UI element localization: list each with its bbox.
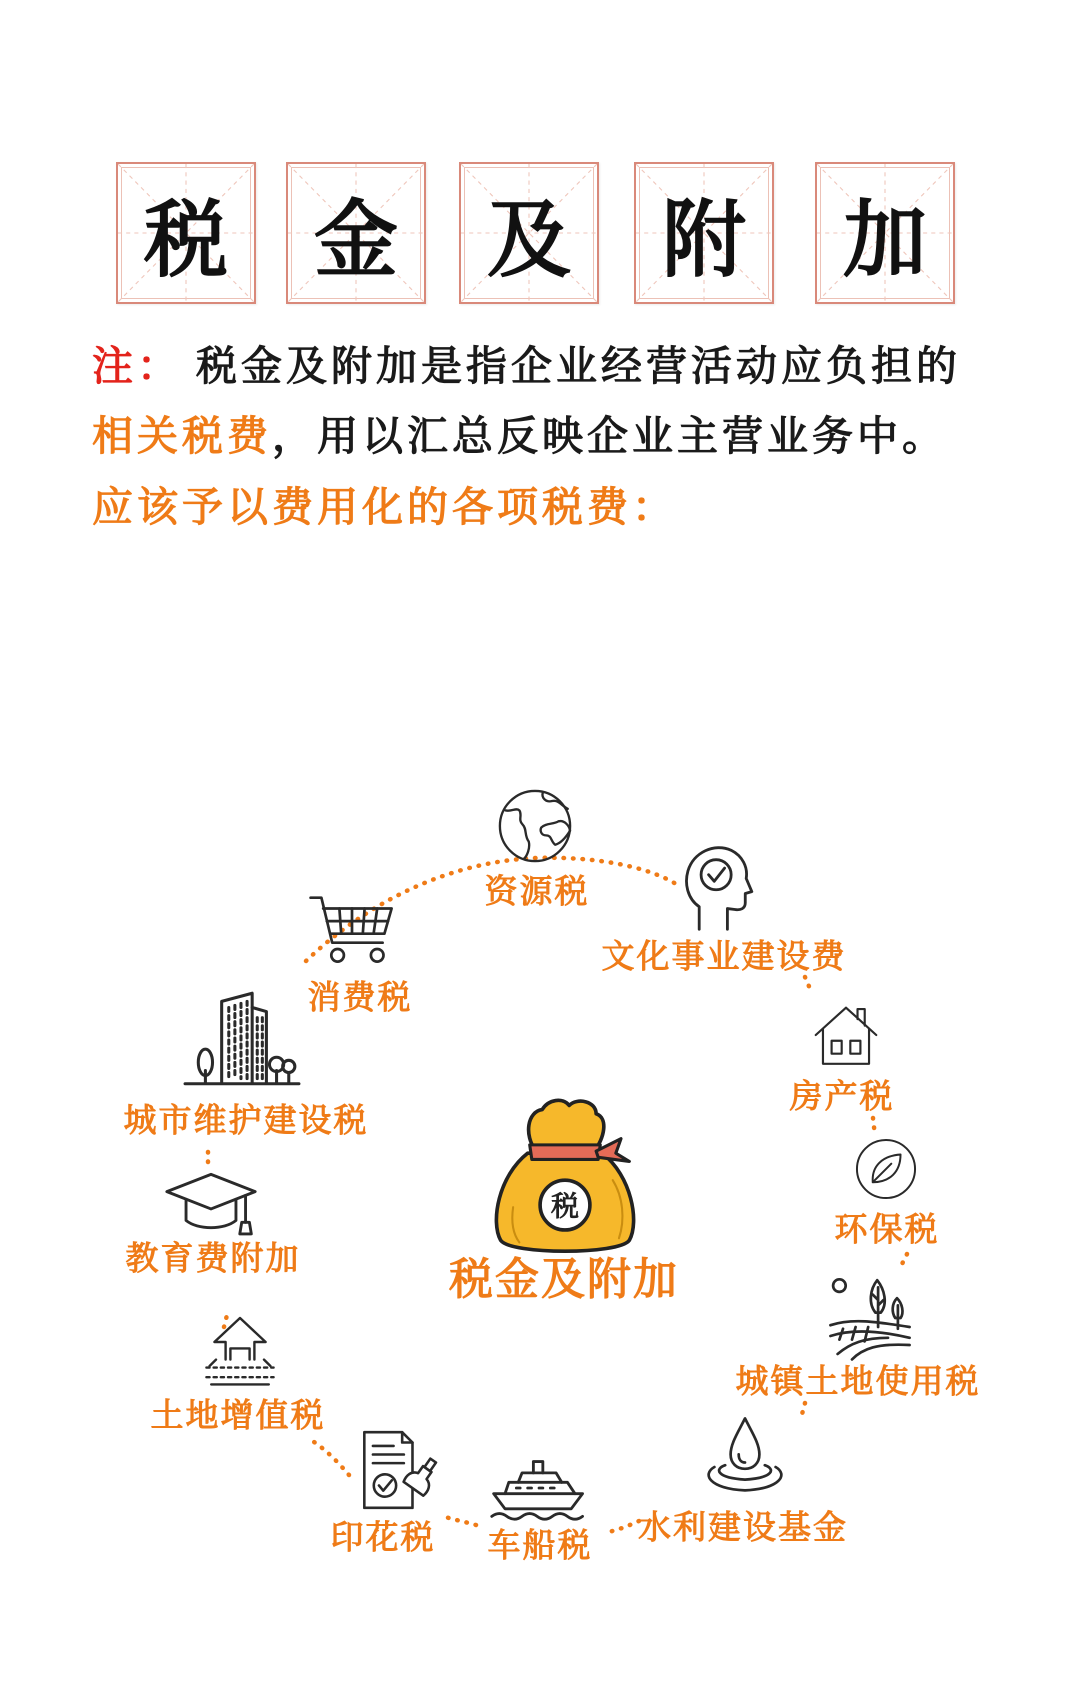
head-check-icon xyxy=(680,839,756,933)
tax-item-label: 资源税 xyxy=(484,871,590,911)
tax-item-label: 房产税 xyxy=(789,1076,895,1116)
graduation-cap-icon xyxy=(163,1169,259,1246)
globe-icon xyxy=(496,787,574,865)
tax-item-label: 文化事业建设费 xyxy=(601,936,847,976)
money-bag-icon xyxy=(482,1093,648,1259)
tax-item-label: 车船税 xyxy=(487,1525,593,1565)
center-label: 税金及附加 xyxy=(449,1254,679,1305)
tax-item-label: 印花税 xyxy=(330,1517,436,1557)
connector-segment xyxy=(608,1521,639,1532)
note-text: 税金及附加是指企业经营活动应负担的 xyxy=(196,342,961,390)
tax-item-label: 城市维护建设税 xyxy=(123,1100,369,1140)
ship-icon xyxy=(488,1450,592,1526)
title-char: 加 xyxy=(842,189,927,289)
bag-tax-char: 税 xyxy=(550,1189,580,1223)
tax-item-label: 环保税 xyxy=(834,1209,940,1249)
stamp-document-icon xyxy=(354,1427,440,1513)
shopping-cart-icon xyxy=(307,891,397,972)
city-buildings-icon xyxy=(181,989,303,1091)
tax-item-label: 城镇土地使用税 xyxy=(735,1361,981,1401)
note-label: 注： xyxy=(92,342,182,390)
connector-segment xyxy=(805,977,811,991)
title-char: 税 xyxy=(143,189,228,289)
connector-segment xyxy=(873,1118,875,1136)
land-plot-icon xyxy=(200,1310,280,1390)
connector-segment xyxy=(899,1254,907,1270)
farmland-icon xyxy=(825,1273,915,1363)
tax-item-label: 教育费附加 xyxy=(125,1238,301,1278)
title-char: 金 xyxy=(313,189,398,289)
connector-segment xyxy=(801,1403,805,1418)
leaf-icon xyxy=(853,1136,919,1202)
title-char: 附 xyxy=(661,189,746,289)
tax-item-label: 土地增值税 xyxy=(150,1395,326,1435)
water-drop-icon xyxy=(700,1413,790,1503)
note-text: ，用以汇总反映企业主营业务中。 xyxy=(272,412,947,460)
title-char: 及 xyxy=(486,189,571,289)
tax-item-label: 水利建设基金 xyxy=(638,1507,848,1547)
note-highlight: 相关税费 xyxy=(92,412,272,460)
note-line-3: 应该予以费用化的各项税费： xyxy=(92,483,677,531)
tax-item-label: 消费税 xyxy=(307,977,413,1017)
connector-segment xyxy=(442,1516,476,1525)
connector-segment xyxy=(314,1442,349,1475)
house-icon xyxy=(810,999,882,1071)
